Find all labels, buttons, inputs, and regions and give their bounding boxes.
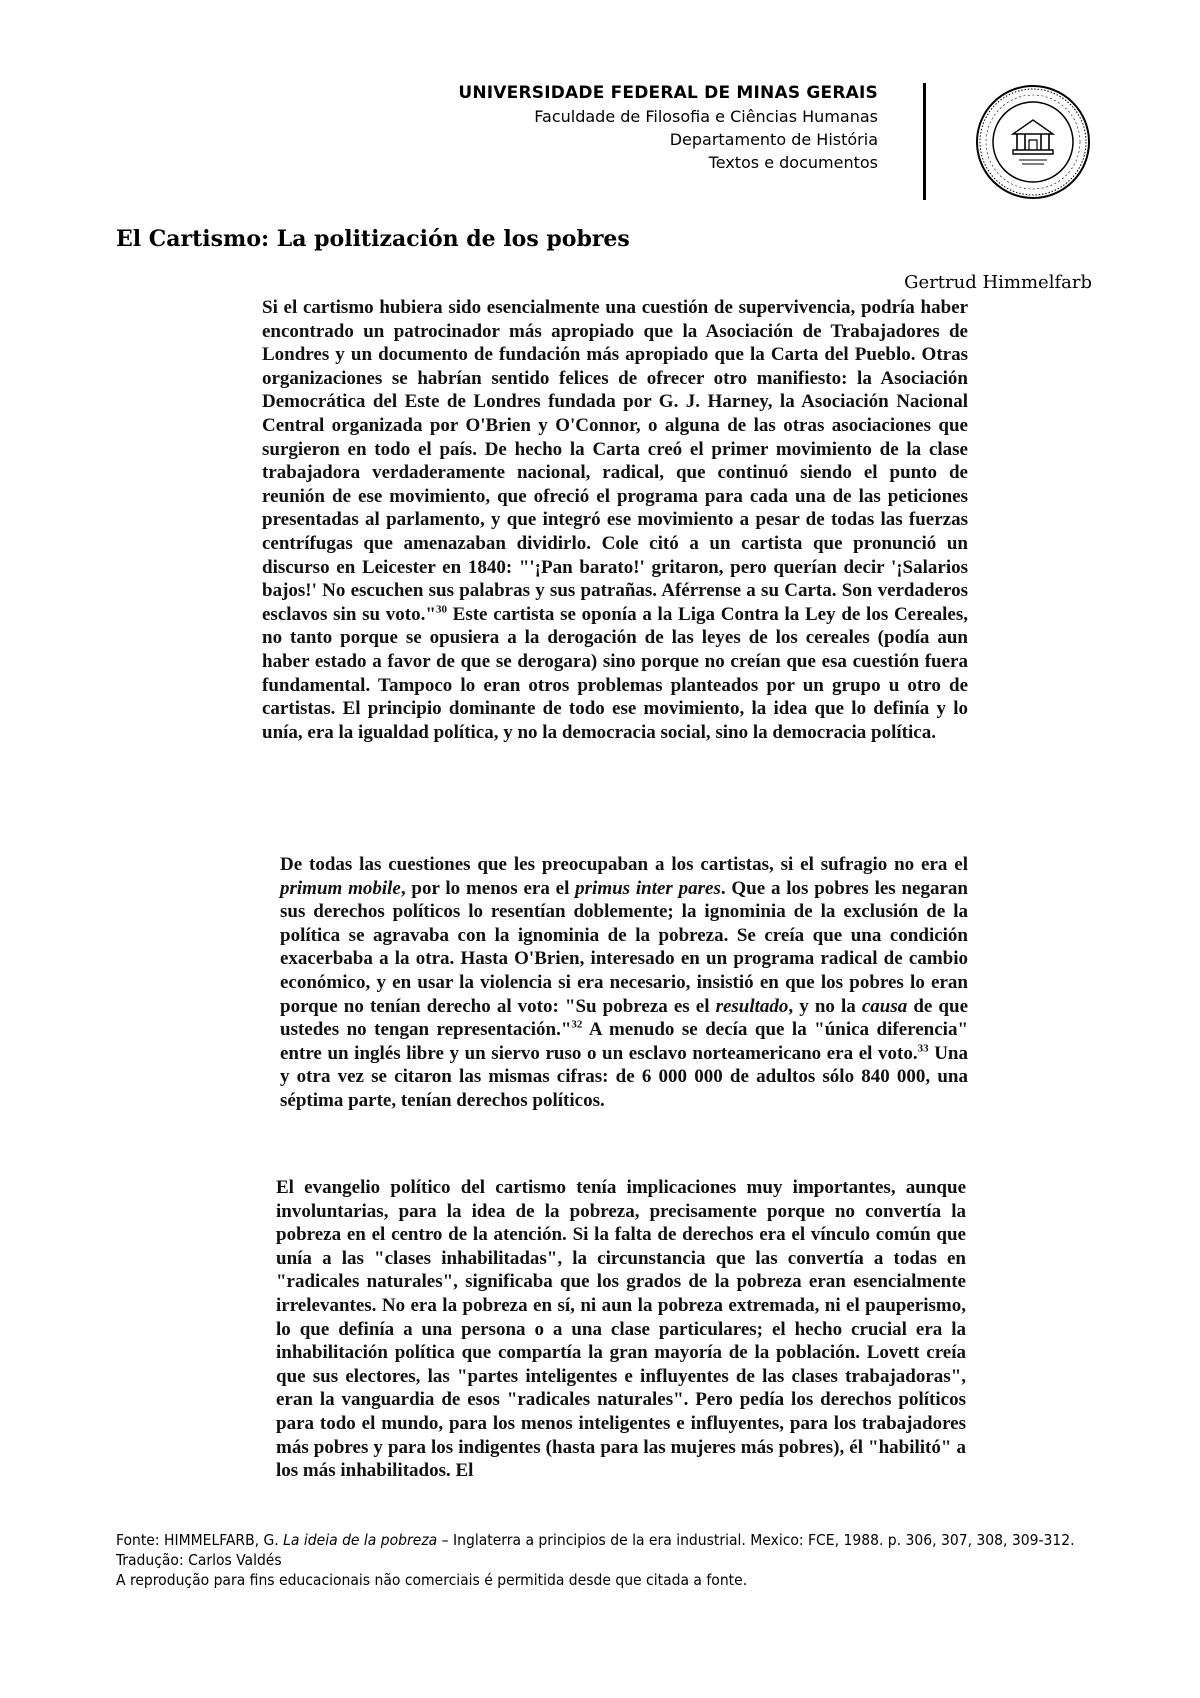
series-name: Textos e documentos — [708, 153, 878, 172]
footnote-ref-30: 30 — [435, 603, 447, 616]
excerpt-2-text-a: De todas las cuestiones que les preocupaban a los cartistas, si el sufragio no era el — [280, 854, 968, 875]
excerpt-paragraph-3: El evangelio político del cartismo tenía implicaciones muy importantes, aunque involuntarias, para la idea de la pobreza, precisamente porque no convertía la pobreza en el centro de la atención. Si la falta de derechos era el vínculo común que unía a las "clases inhabilitadas", la circunstancia que las convertía a todas en "radicales naturales", significaba que los grados de la pobreza eran esencialmente irrelevantes. No era la pobreza en sí, ni aun la pobreza extremada, ni el pauperismo, lo que definía a una persona o a una clase particulares; el hecho crucial era la inhabilitación política que compartía la gran mayoría de la población. Lovett creía que sus electores, las "partes inteligentes e influyentes de las clases trabajadoras", eran la vanguardia de esos "radicales naturales". Pero pedía los derechos políticos para todo el mundo, para los menos inteligentes e influyentes, para los trabajadores más pobres y para los indigentes (hasta para las mujeres más pobres), él "habilitó" a los más inhabilitados. El — [276, 1177, 966, 1482]
university-seal-icon — [975, 84, 1091, 200]
header-divider — [923, 83, 926, 200]
excerpt-paragraph-2 — [262, 853, 968, 1113]
footnote-ref-33: 33 — [917, 1042, 929, 1055]
excerpt-2-italic-a: primum mobile — [280, 877, 401, 899]
faculty-name: Faculdade de Filosofia e Ciências Humanas — [534, 107, 878, 126]
source-footer — [116, 1530, 1106, 1590]
document-author: Gertrud Himmelfarb — [904, 272, 1092, 293]
excerpt-2-text-d: , y no la — [788, 995, 862, 1017]
institution-header — [300, 82, 878, 174]
source-title: La ideia de la pobreza — [283, 1531, 438, 1549]
excerpt-2-text-c: . Que a los pobres les negaran sus derechos políticos lo resentían doblemente; la ignominia de la exclusión de la política se agravaba con la ignominia de la pobreza. Se creía que una condición exacerbaba a la otra. Hasta O'Brien, interesado en un programa radical de cambio económico, y en usar la violencia si era necesario, insistió en que los pobres lo eran porque no tenían derecho al voto: "Su pobreza es el — [280, 877, 968, 1017]
footnote-ref-32: 32 — [571, 1018, 583, 1031]
excerpt-2-text-g: Una y otra vez se citaron las mismas cifras: de 6 000 000 de adultos sólo 840 000, una séptima parte, tenían derechos políticos. — [280, 1042, 968, 1111]
excerpt-1-text-b: Este cartista se oponía a la Liga Contra la Ley de los Cereales, no tanto porque se opusiera a la derogación de las leyes de los cereales (podía aun haber estado a favor de que se derogara) sino porque no creían que esa cuestión fuera fundamental. Tampoco lo eran otros problemas planteados por un grupo u otro de cartistas. El principio dominante de todo ese movimiento, la idea que lo definía y lo unía, era la igualdad política, y no la democracia social, sino la democracia política. — [262, 603, 968, 743]
excerpt-2-italic-d: causa — [861, 995, 908, 1017]
university-name: UNIVERSIDADE FEDERAL DE MINAS GERAIS — [458, 83, 878, 103]
excerpt-paragraph-1 — [262, 296, 968, 744]
department-name: Departamento de História — [669, 130, 878, 149]
excerpt-1-text-a: Si el cartismo hubiera sido esencialmente una cuestión de supervivencia, podría haber encontrado un patrocinador más apropiado que la Asociación de Trabajadores de Londres y un documento de fundación más apropiado que la Carta del Pueblo. Otras organizaciones se habrían sentido felices de ofrecer otro manifiesto: la Asociación Democrática del Este de Londres fundada por G. J. Harney, la Asociación Nacional Central organizada por O'Brien y O'Connor, o alguna de las otras asociaciones que surgieron en todo el país. De hecho la Carta creó el primer movimiento de la clase trabajadora verdaderamente nacional, radical, que continuó siendo el punto de reunión de ese movimiento, que ofreció el programa para cada una de las peticiones presentadas al parlamento, y que integró ese movimiento a pesar de todas las fuerzas centrífugas que amenazaban dividirlo. Cole citó a un cartista que pronunció un discurso en Leicester en 1840: "'¡Pan barato!' gritaron, pero querían decir '¡Salarios bajos!' No escuchen sus palabras y sus patrañas. Aférrense a su Carta. Son verdaderos esclavos sin su voto." — [262, 297, 968, 625]
source-citation — [116, 1530, 1106, 1550]
document-title: El Cartismo: La politización de los pobres — [116, 226, 630, 252]
reproduction-notice: A reprodução para fins educacionais não comerciais é permitida desde que citada a fonte. — [116, 1571, 748, 1589]
excerpt-2-text-e: de que ustedes no tengan representación." — [280, 995, 968, 1041]
source-prefix: Fonte: HIMMELFARB, G. — [116, 1531, 284, 1549]
source-suffix: – Inglaterra a principios de la era industrial. Mexico: FCE, 1988. p. 306, 307, 308, 309-312. — [437, 1531, 1075, 1549]
excerpt-2-italic-b: primus inter pares — [575, 877, 721, 899]
excerpt-2-italic-c: resultado — [715, 995, 789, 1017]
excerpt-2-text-b: , por lo menos era el — [400, 877, 576, 899]
translation-credit: Tradução: Carlos Valdés — [116, 1551, 282, 1569]
excerpt-2-text-f: A menudo se decía que la "única diferencia" entre un inglés libre y un siervo ruso o un esclavo norteamericano era el voto. — [280, 1019, 968, 1064]
